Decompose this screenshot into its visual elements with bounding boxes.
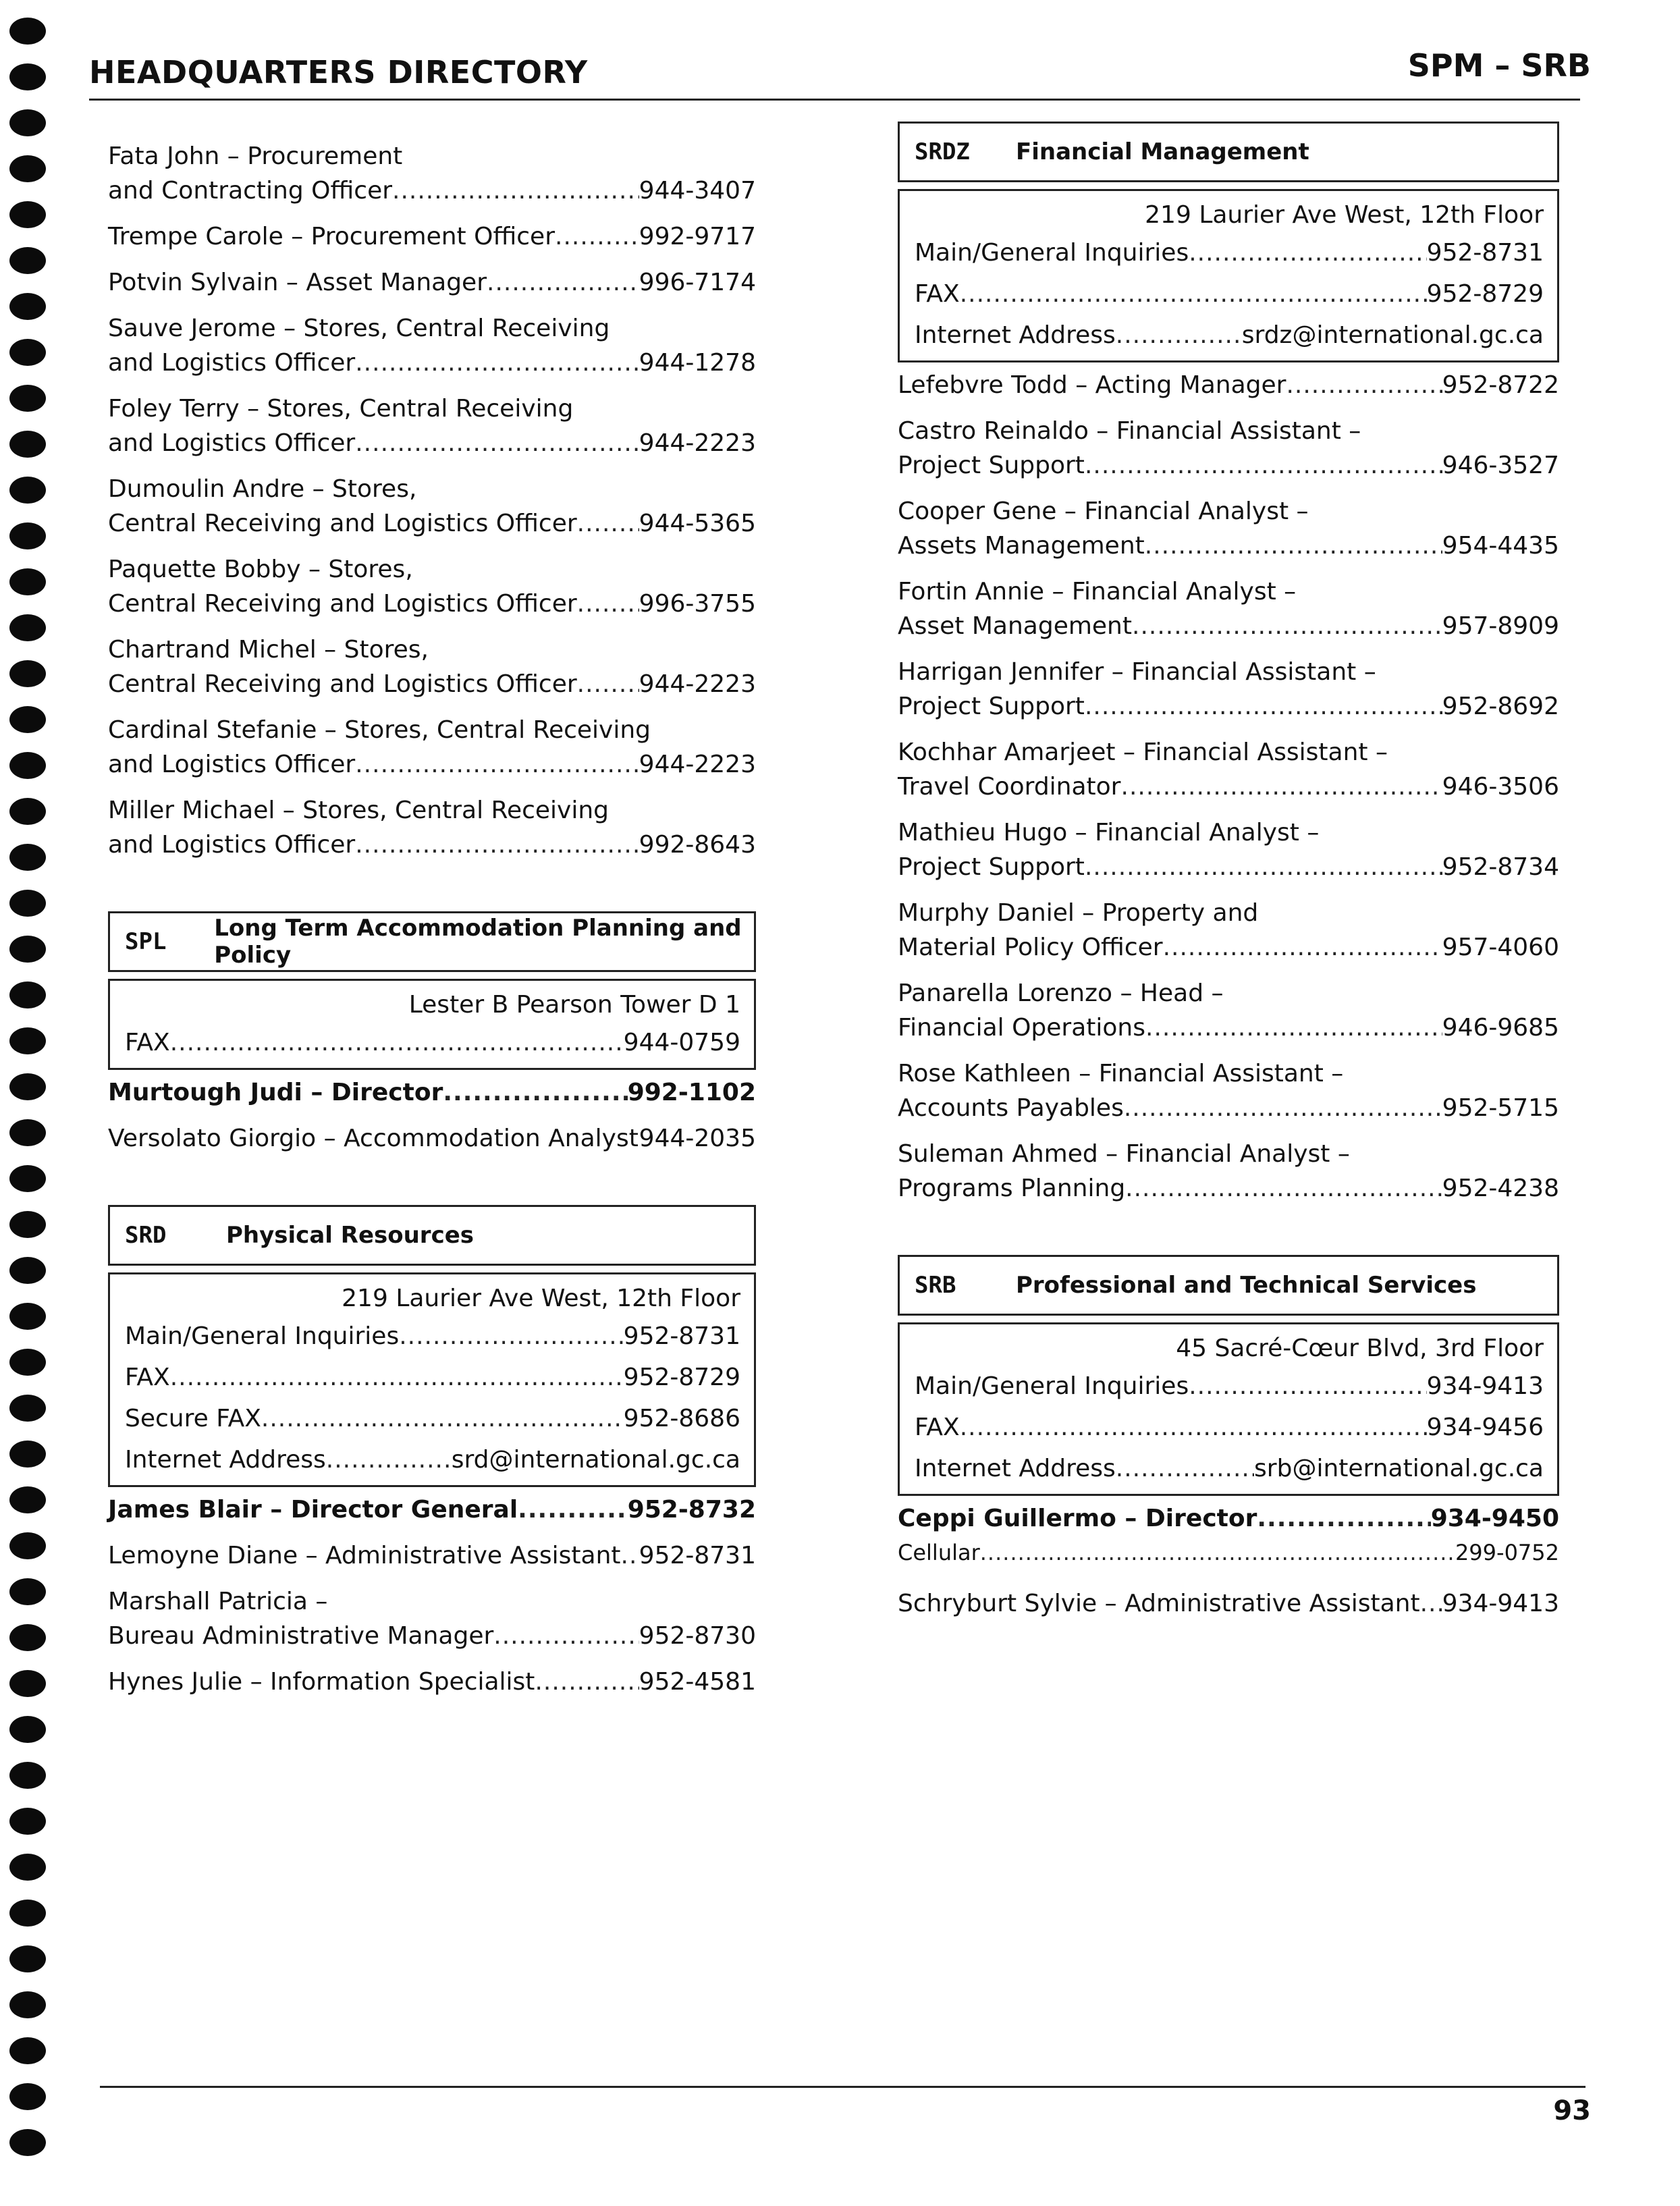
binding-hole: [9, 1441, 46, 1468]
binding-hole: [9, 477, 46, 504]
binding-hole: [9, 1624, 46, 1651]
list-item: Murtough Judi – Director ..... 992-1102: [108, 1075, 756, 1110]
phone-number: 992-9717: [639, 223, 756, 250]
section-code: SRB: [915, 1272, 956, 1299]
phone-number: 946-3527: [1442, 452, 1559, 479]
section-srdz: [898, 122, 1559, 1206]
phone-number: 957-4060: [1442, 934, 1559, 961]
list-item: Sauve Jerome – Stores, Central Receiving and Logistics Officer ..... 944-1278: [108, 311, 756, 380]
binding-hole: [9, 109, 46, 136]
binding-hole: [9, 1670, 46, 1697]
binding-hole: [9, 2083, 46, 2110]
list-item: Hynes Julie – Information Specialist ..... 952-4581: [108, 1665, 756, 1699]
phone-number: 944-1278: [639, 349, 756, 377]
binding-hole: [9, 293, 46, 320]
fax-number: 944-0759: [623, 1029, 740, 1056]
phone-number: 934-9413: [1426, 1372, 1544, 1400]
list-item: Harrigan Jennifer – Financial Assistant – Project Support ..... 952-8692: [898, 655, 1559, 724]
list-item: Kochhar Amarjeet – Financial Assistant – Travel Coordinator ..... 946-3506: [898, 735, 1559, 804]
phone-number: 952-8731: [1426, 239, 1544, 267]
fax-number: 952-8729: [623, 1364, 740, 1391]
binding-hole: [9, 1532, 46, 1559]
binding-hole: [9, 201, 46, 228]
binding-hole: [9, 798, 46, 825]
list-item: Mathieu Hugo – Financial Analyst – Project Support ..... 952-8734: [898, 815, 1559, 884]
email-address: srdz@international.gc.ca: [1241, 321, 1544, 349]
phone-number: 946-9685: [1442, 1014, 1559, 1042]
binding-hole: [9, 385, 46, 412]
list-item: Ceppi Guillermo – Director ..... 934-9450 Cellular ..... 299-0752: [898, 1501, 1559, 1570]
phone-number: 952-4238: [1442, 1175, 1559, 1202]
binding-hole: [9, 752, 46, 779]
page-number: 93: [1553, 2095, 1591, 2126]
binding-hole: [9, 1165, 46, 1192]
list-item: Trempe Carole – Procurement Officer ..... 992-9717: [108, 219, 756, 254]
binding-hole: [9, 890, 46, 917]
phone-number: 944-2035: [639, 1125, 756, 1152]
page-range: SPM – SRB: [1407, 47, 1591, 84]
phone-number: 952-8732: [627, 1496, 756, 1524]
address: 219 Laurier Ave West, 12th Floor: [342, 1285, 740, 1312]
list-item: Cooper Gene – Financial Analyst – Assets Management ..... 954-4435: [898, 494, 1559, 563]
list-item: Castro Reinaldo – Financial Assistant – Project Support ..... 946-3527: [898, 414, 1559, 483]
binding-hole: [9, 568, 46, 595]
binding-hole: [9, 1349, 46, 1376]
binding-hole: [9, 1808, 46, 1835]
phone-number: 952-8734: [1442, 853, 1559, 881]
binding-hole: [9, 660, 46, 687]
list-item: Fortin Annie – Financial Analyst – Asset Management ..... 957-8909: [898, 574, 1559, 643]
phone-number: 952-8722: [1442, 371, 1559, 399]
section-srb: [898, 1255, 1559, 1621]
section-name: Professional and Technical Services: [1016, 1272, 1477, 1299]
binding-hole: [9, 1073, 46, 1100]
list-item: Chartrand Michel – Stores, Central Receiving and Logistics Officer ..... 944-2223: [108, 633, 756, 701]
list-item: Rose Kathleen – Financial Assistant – Accounts Payables ..... 952-5715: [898, 1056, 1559, 1125]
list-item: Miller Michael – Stores, Central Receiving and Logistics Officer ..... 992-8643: [108, 793, 756, 862]
phone-number: 944-3407: [639, 177, 756, 205]
binding-hole: [9, 1257, 46, 1284]
binding-hole: [9, 1945, 46, 1972]
section-spl: [108, 911, 756, 1156]
section-name: Long Term Accommodation Planning and Policy: [214, 915, 742, 969]
email-address: srd@international.gc.ca: [451, 1446, 740, 1474]
section-header: [108, 911, 756, 972]
phone-number: 934-9413: [1442, 1590, 1559, 1617]
cellular-number: 299-0752: [1455, 1540, 1559, 1565]
binding-hole: [9, 155, 46, 182]
phone-number: 934-9450: [1430, 1505, 1559, 1532]
binding-hole: [9, 936, 46, 963]
binding-hole: [9, 1119, 46, 1146]
phone-number: 957-8909: [1442, 612, 1559, 640]
section-header: [898, 1255, 1559, 1316]
binding-hole: [9, 1027, 46, 1054]
binding-hole: [9, 1716, 46, 1743]
binding-hole: [9, 63, 46, 90]
binding-hole: [9, 614, 46, 641]
binding-hole: [9, 1303, 46, 1330]
section-header: [898, 122, 1559, 182]
right-column: [898, 122, 1559, 1632]
contact-box: 219 Laurier Ave West, 12th Floor Main/General Inquiries ..... 952-8731 FAX ..... 952-8729 Internet Address ..... srdz@international.gc.ca: [898, 189, 1559, 362]
address: Lester B Pearson Tower D 1: [408, 991, 740, 1019]
phone-number: 996-7174: [639, 269, 756, 296]
binding-hole: [9, 18, 46, 45]
binding-hole: [9, 522, 46, 549]
fax-number: 952-8686: [623, 1405, 740, 1432]
phone-number: 952-8731: [623, 1322, 740, 1350]
binding-hole: [9, 1900, 46, 1927]
page-title: HEADQUARTERS DIRECTORY: [89, 54, 588, 90]
binding-hole: [9, 1762, 46, 1789]
phone-number: 996-3755: [639, 590, 756, 618]
address: 45 Sacré-Cœur Blvd, 3rd Floor: [1176, 1335, 1544, 1362]
binding-hole: [9, 2037, 46, 2064]
phone-number: 944-2223: [639, 751, 756, 778]
list-item: Dumoulin Andre – Stores, Central Receiving and Logistics Officer ..... 944-5365: [108, 472, 756, 541]
phone-number: 992-1102: [627, 1079, 756, 1106]
section-code: SRDZ: [915, 138, 970, 165]
binding-hole: [9, 1854, 46, 1881]
contact-box: Lester B Pearson Tower D 1 FAX ..... 944-0759: [108, 979, 756, 1070]
section-name: Physical Resources: [226, 1222, 475, 1249]
binding-hole: [9, 1991, 46, 2018]
left-column: [108, 139, 756, 1711]
phone-number: 952-4581: [639, 1668, 756, 1696]
list-item: Fata John – Procurement and Contracting Officer ..... 944-3407: [108, 139, 756, 208]
binding-hole: [9, 339, 46, 366]
list-item: Paquette Bobby – Stores, Central Receiving and Logistics Officer ..... 996-3755: [108, 552, 756, 621]
list-item: Marshall Patricia – Bureau Administrative Manager ..... 952-8730: [108, 1584, 756, 1653]
binding-hole: [9, 2129, 46, 2156]
list-item: Panarella Lorenzo – Head – Financial Operations ..... 946-9685: [898, 976, 1559, 1045]
section-code: SRD: [125, 1222, 167, 1249]
binding-hole: [9, 844, 46, 871]
phone-number: 946-3506: [1442, 773, 1559, 801]
phone-number: 944-5365: [639, 510, 756, 537]
fax-number: 952-8729: [1426, 280, 1544, 308]
phone-number: 954-4435: [1442, 532, 1559, 560]
address: 219 Laurier Ave West, 12th Floor: [1145, 201, 1544, 229]
fax-number: 934-9456: [1426, 1414, 1544, 1441]
email-address: srb@international.gc.ca: [1254, 1455, 1544, 1482]
binding-hole: [9, 706, 46, 733]
list-item: Murphy Daniel – Property and Material Policy Officer ..... 957-4060: [898, 896, 1559, 965]
binding-holes: [9, 18, 49, 2178]
binding-hole: [9, 247, 46, 274]
binding-hole: [9, 1486, 46, 1513]
list-item: Foley Terry – Stores, Central Receiving and Logistics Officer ..... 944-2223: [108, 392, 756, 460]
list-item: Suleman Ahmed – Financial Analyst – Programs Planning ..... 952-4238: [898, 1137, 1559, 1206]
binding-hole: [9, 1578, 46, 1605]
binding-hole: [9, 1211, 46, 1238]
list-item: Potvin Sylvain – Asset Manager ..... 996-7174: [108, 265, 756, 300]
phone-number: 952-8692: [1442, 693, 1559, 720]
section-header: [108, 1205, 756, 1266]
phone-number: 952-5715: [1442, 1094, 1559, 1122]
phone-number: 992-8643: [639, 831, 756, 859]
list-item: Lefebvre Todd – Acting Manager ..... 952-8722: [898, 368, 1559, 402]
section-name: Financial Management: [1016, 138, 1309, 165]
phone-number: 952-8730: [639, 1622, 756, 1650]
section-srd: [108, 1205, 756, 1699]
contact-box: 219 Laurier Ave West, 12th Floor Main/General Inquiries ..... 952-8731 FAX ..... 952-8729 Secure FAX ..... 952-8686 Internet Address ..... srd@international.gc.ca: [108, 1272, 756, 1487]
list-item: James Blair – Director General ..... 952-8732: [108, 1492, 756, 1527]
phone-number: 944-2223: [639, 429, 756, 457]
section-code: SPL: [125, 928, 167, 955]
header-rule: [89, 99, 1580, 101]
phone-number: 944-2223: [639, 670, 756, 698]
left-entries: [108, 139, 756, 862]
list-item: Cardinal Stefanie – Stores, Central Receiving and Logistics Officer ..... 944-2223: [108, 713, 756, 782]
list-item: Schryburt Sylvie – Administrative Assistant ..... 934-9413: [898, 1586, 1559, 1621]
contact-box: 45 Sacré-Cœur Blvd, 3rd Floor Main/General Inquiries ..... 934-9413 FAX ..... 934-9456 Internet Address ..... srb@international.gc.ca: [898, 1322, 1559, 1496]
binding-hole: [9, 1395, 46, 1422]
binding-hole: [9, 431, 46, 458]
footer-rule: [100, 2086, 1586, 2088]
list-item: Versolato Giorgio – Accommodation Analyst ..... 944-2035: [108, 1121, 756, 1156]
binding-hole: [9, 981, 46, 1008]
list-item: Lemoyne Diane – Administrative Assistant ..... 952-8731: [108, 1538, 756, 1573]
phone-number: 952-8731: [639, 1542, 756, 1569]
